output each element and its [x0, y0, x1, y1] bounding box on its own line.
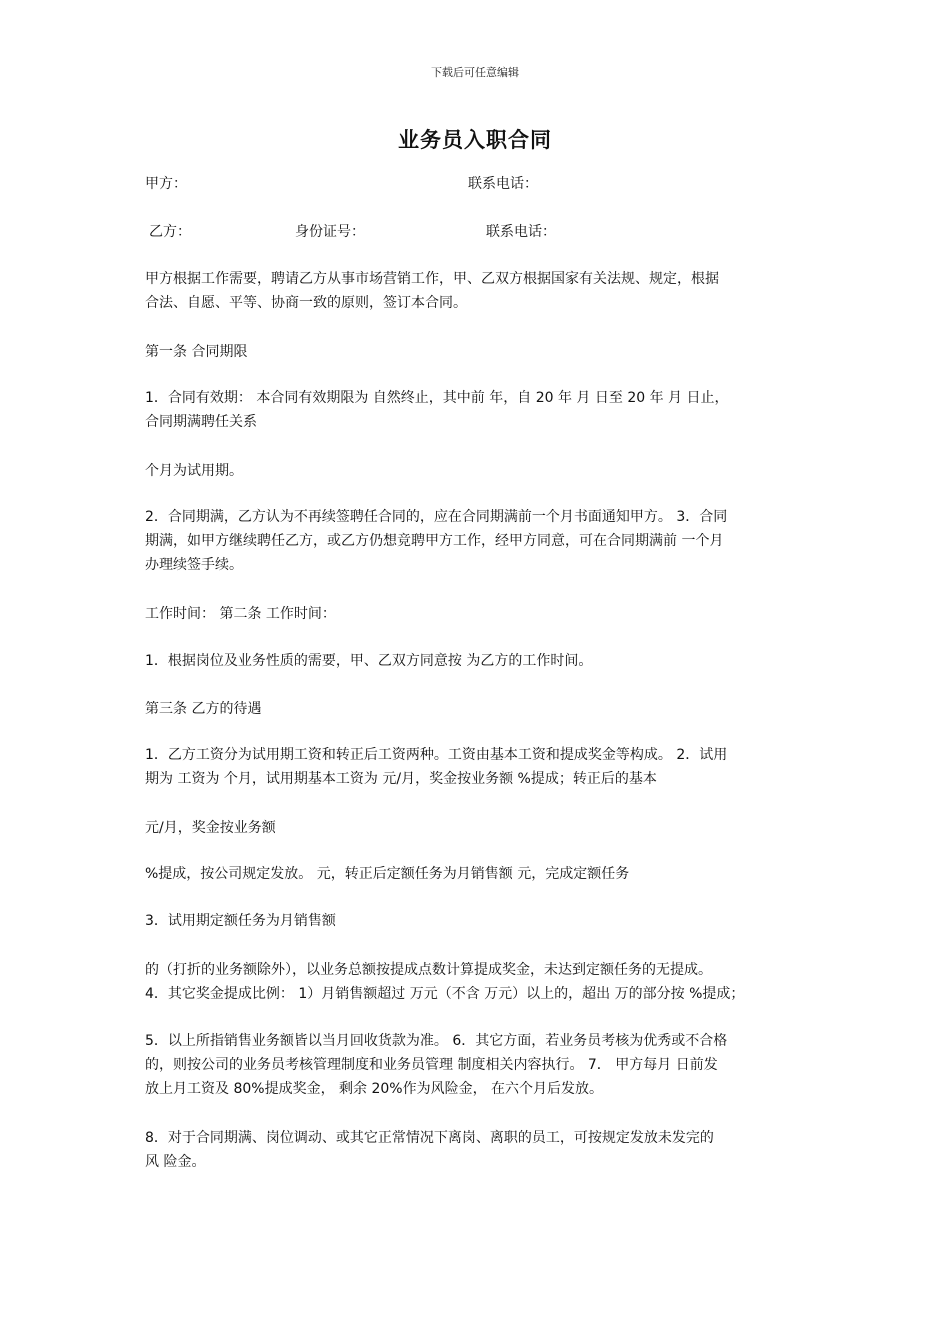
article3-item5-line: 5．以上所指销售业务额皆以当月回收货款为准。 6．其它方面，若业务员考核为优秀或不合格 — [145, 1033, 728, 1049]
party-b-phone-label: 联系电话： — [486, 224, 556, 240]
intro-line: 合法、自愿、平等、协商一致的原则，签订本合同。 — [145, 295, 467, 311]
intro-paragraph — [145, 267, 810, 315]
header-note: 下载后可任意编辑 — [431, 66, 519, 79]
article3-item5 — [145, 1029, 810, 1101]
article3-item3-cont-line: 的（打折的业务额除外），以业务总额按提成点数计算提成奖金，未达到定额任务的无提成。 — [145, 962, 712, 978]
article1-item2-line: 期满，如甲方继续聘任乙方，或乙方仍想竞聘甲方工作，经甲方同意，可在合同期满前 一个月 — [145, 533, 724, 549]
article1-item2-line: 2．合同期满，乙方认为不再续签聘任合同的，应在合同期满前一个月书面通知甲方。 3．合同 — [145, 509, 728, 525]
article1-heading: 第一条 合同期限 — [145, 344, 248, 360]
article3-item5-line: 的，则按公司的业务员考核管理制度和业务员管理 制度相关内容执行。 7． 甲方每月 日前发 — [145, 1057, 718, 1073]
article3-item1-line: 期为 工资为 个月，试用期基本工资为 元/月，奖金按业务额 %提成；转正后的基本 — [145, 771, 657, 787]
article1-item2-line: 办理续签手续。 — [145, 557, 243, 573]
article1-item1-line: 合同期满聘任关系 — [145, 414, 257, 430]
article3-line-b: %提成，按公司规定发放。 元，转正后定额任务为月销售额 元，完成定额任务 — [145, 866, 630, 882]
article3-item1-line: 1．乙方工资分为试用期工资和转正后工资两种。工资由基本工资和提成奖金等构成。 2．试用 — [145, 747, 728, 763]
article2-item1: 1．根据岗位及业务性质的需要，甲、乙双方同意按 为乙方的工作时间。 — [145, 653, 593, 669]
article3-item8-line: 8．对于合同期满、岗位调动、或其它正常情况下离岗、离职的员工，可按规定发放未发完的 — [145, 1130, 714, 1146]
document-title: 业务员入职合同 — [398, 127, 552, 152]
article3-item3-cont — [145, 958, 810, 1006]
article1-item2 — [145, 505, 810, 577]
article1-item1 — [145, 386, 810, 434]
party-a-label: 甲方： — [145, 176, 187, 192]
party-b-label: 乙方： — [149, 224, 191, 240]
article3-item8-line: 风 险金。 — [145, 1154, 206, 1170]
article3-line-a: 元/月，奖金按业务额 — [145, 820, 276, 836]
intro-line: 甲方根据工作需要，聘请乙方从事市场营销工作，甲、乙双方根据国家有关法规、规定，根据 — [145, 271, 719, 287]
article3-item3: 3．试用期定额任务为月销售额 — [145, 913, 336, 929]
article1-item1-line: 1．合同有效期： 本合同有效期限为 自然终止，其中前 年，自 20 年 月 日至 20 年 月 日止， — [145, 390, 729, 406]
article3-heading: 第三条 乙方的待遇 — [145, 701, 262, 717]
article2-heading: 工作时间： 第二条 工作时间： — [145, 606, 336, 622]
article3-item5-line: 放上月工资及 80%提成奖金， 剩余 20%作为风险金， 在六个月后发放。 — [145, 1081, 604, 1097]
article1-probation: 个月为试用期。 — [145, 463, 243, 479]
article3-item3-cont-line: 4．其它奖金提成比例： 1）月销售额超过 万元（不含 万元）以上的，超出 万的部分按 %提成； — [145, 986, 745, 1002]
party-a-phone-label: 联系电话： — [468, 176, 538, 192]
article3-item1 — [145, 743, 810, 791]
article3-item8 — [145, 1126, 810, 1174]
party-b-id-label: 身份证号： — [295, 224, 365, 240]
